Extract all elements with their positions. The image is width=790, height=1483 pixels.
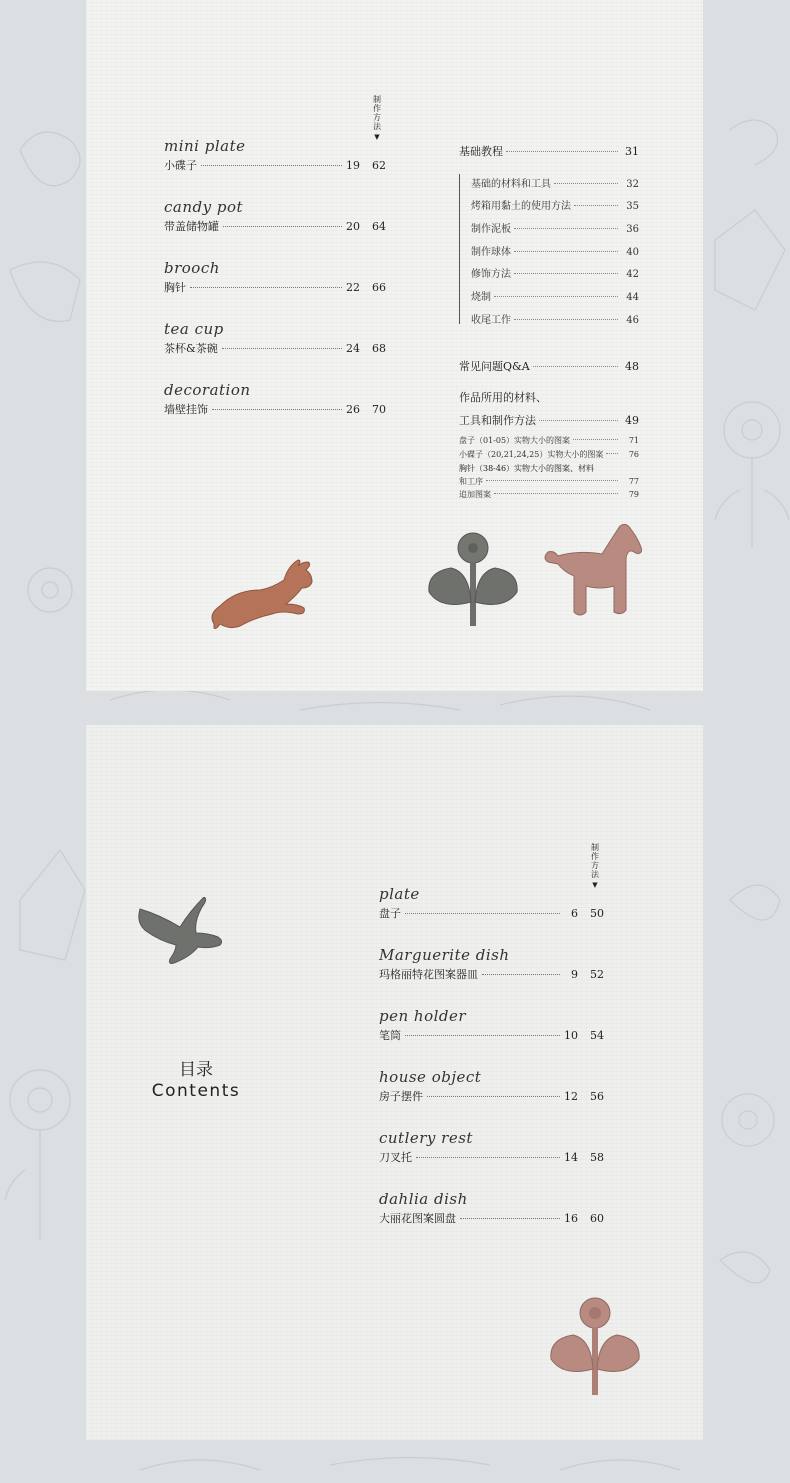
item-page: 40 xyxy=(626,247,639,258)
item-label: 基础的材料和工具 xyxy=(471,179,551,190)
leader-dots xyxy=(539,420,618,421)
leader-dots xyxy=(574,205,618,206)
entry-method-page: 64 xyxy=(372,220,386,233)
entry-page: 20 xyxy=(346,220,360,233)
sub-label: 追加图案 xyxy=(459,490,491,499)
leader-dots xyxy=(223,226,342,227)
leader-dots xyxy=(573,439,618,440)
toc-faq[interactable] xyxy=(459,358,639,374)
entry-method-page: 56 xyxy=(590,1090,604,1103)
method-column-header xyxy=(365,95,389,142)
rabbit-figure xyxy=(206,552,316,637)
toc-basics-item[interactable] xyxy=(471,288,639,303)
basics-label: 基础教程 xyxy=(459,145,503,158)
leader-dots xyxy=(416,1157,560,1158)
leader-dots xyxy=(514,319,618,320)
materials-heading-line1: 作品所用的材料、 xyxy=(459,391,547,404)
entry-script-title: decoration xyxy=(164,381,251,399)
toc-basics-item[interactable] xyxy=(471,311,639,326)
item-page: 42 xyxy=(626,269,639,280)
entry-script-title: pen holder xyxy=(379,1007,467,1025)
toc-basics[interactable] xyxy=(459,143,639,159)
toc-entry-decoration[interactable] xyxy=(164,381,386,417)
entry-page: 6 xyxy=(571,907,578,920)
toc-sub-item[interactable] xyxy=(459,435,639,446)
leader-dots xyxy=(190,287,342,288)
item-page: 36 xyxy=(626,224,639,235)
toc-entry-cutlery-rest[interactable] xyxy=(379,1129,604,1165)
leader-dots xyxy=(606,453,618,454)
item-page: 44 xyxy=(626,292,639,303)
entry-label: 胸针 xyxy=(164,281,186,294)
item-label: 制作球体 xyxy=(471,247,511,258)
toc-entry-mini-plate[interactable] xyxy=(164,137,386,173)
leader-dots xyxy=(201,165,342,166)
faq-page: 48 xyxy=(625,360,639,373)
item-page: 32 xyxy=(626,179,639,190)
entry-script-title: dahlia dish xyxy=(379,1190,468,1208)
leader-dots xyxy=(554,183,618,184)
toc-entry-brooch[interactable] xyxy=(164,259,386,295)
sub-page: 71 xyxy=(628,436,639,445)
leader-dots xyxy=(212,409,342,410)
method-header-label: 制作方法 xyxy=(591,843,599,879)
leader-dots xyxy=(494,296,618,297)
leader-dots xyxy=(514,228,618,229)
method-column-header xyxy=(583,843,607,890)
sub-label: 小碟子（20,21,24,25）实物大小的图案 xyxy=(459,450,604,459)
materials-label: 工具和制作方法 xyxy=(459,414,536,427)
entry-method-page: 68 xyxy=(372,342,386,355)
entry-page: 19 xyxy=(346,159,360,172)
entry-page: 9 xyxy=(571,968,578,981)
item-label: 收尾工作 xyxy=(471,315,511,326)
item-label: 修饰方法 xyxy=(471,269,511,280)
toc-basics-item[interactable] xyxy=(471,175,639,190)
brooch-pattern-line1: 胸针（38-46）实物大小的图案、材料 xyxy=(459,464,595,473)
entry-script-title: mini plate xyxy=(164,137,246,155)
entry-page: 14 xyxy=(564,1151,578,1164)
leader-dots xyxy=(486,480,618,481)
item-label: 烤箱用黏土的使用方法 xyxy=(471,201,571,212)
entry-script-title: house object xyxy=(379,1068,482,1086)
entry-page: 16 xyxy=(564,1212,578,1225)
entry-label: 盘子 xyxy=(379,907,401,920)
leader-dots xyxy=(506,151,618,152)
entry-method-page: 70 xyxy=(372,403,386,416)
contents-title-en: Contents xyxy=(151,1081,241,1101)
entry-label: 茶杯&茶碗 xyxy=(164,342,218,355)
toc-sub-item[interactable] xyxy=(459,489,639,500)
sub-label: 和工序 xyxy=(459,477,483,486)
bird-figure xyxy=(138,897,238,967)
toc-entry-candy-pot[interactable] xyxy=(164,198,386,234)
method-header-label: 制作方法 xyxy=(373,95,381,131)
entry-method-page: 58 xyxy=(590,1151,604,1164)
triangle-down-icon: ▼ xyxy=(374,133,380,141)
item-label: 烧制 xyxy=(471,292,491,303)
entry-label: 玛格丽特花图案器皿 xyxy=(379,968,478,981)
entry-script-title: tea cup xyxy=(164,320,224,338)
sub-label: 盘子（01-05）实物大小的图案 xyxy=(459,436,571,445)
leader-dots xyxy=(222,348,342,349)
leader-dots xyxy=(427,1096,560,1097)
entry-label: 小碟子 xyxy=(164,159,197,172)
toc-page-main xyxy=(86,725,703,1440)
toc-materials[interactable] xyxy=(459,412,639,428)
toc-basics-item[interactable] xyxy=(471,265,639,280)
entry-method-page: 66 xyxy=(372,281,386,294)
entry-method-page: 54 xyxy=(590,1029,604,1042)
leader-dots xyxy=(405,1035,560,1036)
toc-entry-house-object[interactable] xyxy=(379,1068,604,1104)
item-page: 46 xyxy=(626,315,639,326)
materials-page: 49 xyxy=(625,414,639,427)
entry-method-page: 52 xyxy=(590,968,604,981)
entry-script-title: brooch xyxy=(164,259,220,277)
flower-figure-pink xyxy=(548,1295,643,1400)
entry-script-title: Marguerite dish xyxy=(379,946,510,964)
entry-method-page: 62 xyxy=(372,159,386,172)
toc-basics-item[interactable] xyxy=(471,197,639,212)
toc-entry-plate[interactable] xyxy=(379,885,604,921)
triangle-down-icon: ▼ xyxy=(592,881,598,889)
entry-label: 带盖储物罐 xyxy=(164,220,219,233)
entry-label: 房子摆件 xyxy=(379,1090,423,1103)
entry-method-page: 60 xyxy=(590,1212,604,1225)
toc-entry-pen-holder[interactable] xyxy=(379,1007,604,1043)
entry-page: 26 xyxy=(346,403,360,416)
leader-dots xyxy=(514,251,618,252)
item-page: 35 xyxy=(626,201,639,212)
toc-sub-item[interactable] xyxy=(459,449,639,460)
leader-dots xyxy=(482,974,560,975)
entry-page: 24 xyxy=(346,342,360,355)
contents-title-cn: 目录 xyxy=(179,1060,213,1080)
leader-dots xyxy=(533,366,618,367)
toc-basics-item[interactable] xyxy=(471,220,639,235)
entry-page: 10 xyxy=(564,1029,578,1042)
entry-page: 22 xyxy=(346,281,360,294)
leader-dots xyxy=(494,493,618,494)
leader-dots xyxy=(460,1218,560,1219)
basics-page: 31 xyxy=(625,145,639,158)
entry-label: 笔筒 xyxy=(379,1029,401,1042)
leader-dots xyxy=(405,913,560,914)
faq-label: 常见问题Q&A xyxy=(459,360,530,373)
entry-label: 刀叉托 xyxy=(379,1151,412,1164)
toc-sub-item[interactable] xyxy=(459,476,639,487)
entry-page: 12 xyxy=(564,1090,578,1103)
toc-basics-item[interactable] xyxy=(471,243,639,258)
toc-entry-dahlia-dish[interactable] xyxy=(379,1190,604,1226)
leader-dots xyxy=(514,273,618,274)
basics-bracket-line xyxy=(459,174,460,324)
sub-page: 77 xyxy=(628,477,639,486)
toc-entry-tea-cup[interactable] xyxy=(164,320,386,356)
horse-figure xyxy=(542,522,642,624)
item-label: 制作泥板 xyxy=(471,224,511,235)
toc-page-continued xyxy=(86,0,703,691)
entry-label: 大丽花图案圆盘 xyxy=(379,1212,456,1225)
toc-entry-marguerite-dish[interactable] xyxy=(379,946,604,982)
sub-page: 79 xyxy=(628,490,639,499)
flower-figure-grey xyxy=(426,530,521,632)
entry-method-page: 50 xyxy=(590,907,604,920)
sub-page: 76 xyxy=(628,450,639,459)
entry-label: 墙壁挂饰 xyxy=(164,403,208,416)
entry-script-title: plate xyxy=(379,885,420,903)
entry-script-title: candy pot xyxy=(164,198,244,216)
entry-script-title: cutlery rest xyxy=(379,1129,473,1147)
